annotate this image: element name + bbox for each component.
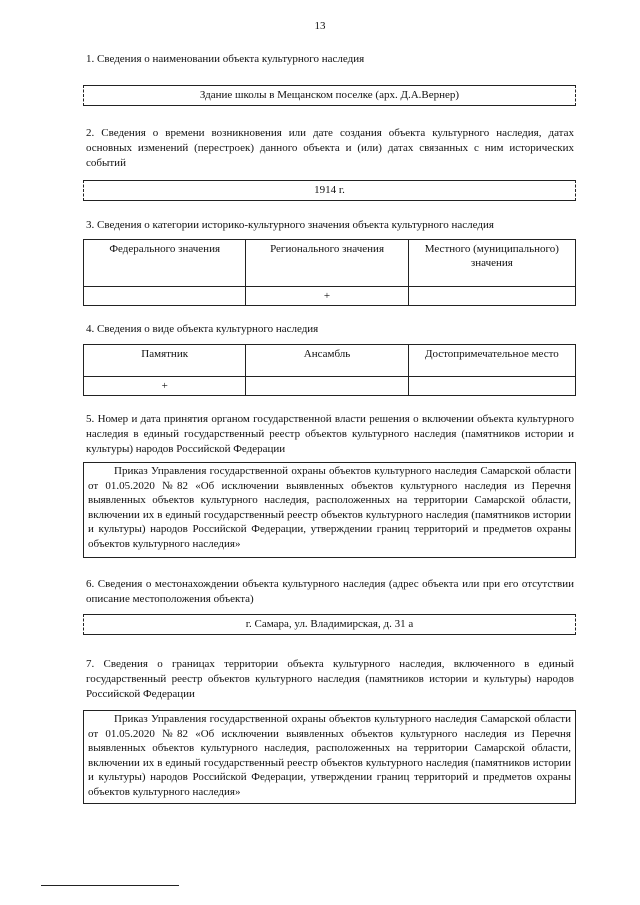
category-federal-mark xyxy=(84,287,246,306)
category-local-mark xyxy=(408,287,575,306)
type-ensemble-mark xyxy=(246,377,408,396)
page-number: 13 xyxy=(314,20,326,32)
section-1-heading: 1. Сведения о наименовании объекта культурного наследия xyxy=(86,53,365,65)
object-name-field: Здание школы в Мещанском поселке (арх. Д.А.Вернер) xyxy=(83,85,576,106)
category-federal: Федерального значения xyxy=(84,240,246,287)
type-landmark-mark xyxy=(408,377,575,396)
footnote-separator xyxy=(41,885,179,886)
type-table xyxy=(83,344,576,396)
territory-boundaries-field: Приказ Управления государственной охраны объектов культурного наследия Самарской области от 01.05.2020 №82 «Об исключении выявленных объектов культурного наследия из Перечня выявленных объектов культурного наследия, расположенных на территории Самарской области, включении их в единый государственный реестр объектов культурного наследия (памятников истории и культуры) народов Российской Федерации, утверждении границ территорий и предметов охраны объектов культурного наследия» xyxy=(83,710,576,804)
type-landmark: Достопримечательное место xyxy=(408,345,575,377)
section-5-heading: 5. Номер и дата принятия органом государственной власти решения о включении объекта культурного наследия в единый государственный реестр объектов культурного наследия (памятников истории и культуры) народов Российской Федерации xyxy=(86,413,574,455)
type-ensemble: Ансамбль xyxy=(246,345,408,377)
section-6-heading: 6. Сведения о местонахождении объекта культурного наследия (адрес объекта или при его отсутствии описание местоположения объекта) xyxy=(86,578,574,605)
creation-date-field: 1914 г. xyxy=(83,180,576,201)
category-local: Местного (муниципального) значения xyxy=(408,240,575,287)
category-regional-mark: + xyxy=(246,287,408,306)
type-monument-mark: + xyxy=(84,377,246,396)
type-monument: Памятник xyxy=(84,345,246,377)
registry-decision-field: Приказ Управления государственной охраны объектов культурного наследия Самарской области от 01.05.2020 №82 «Об исключении выявленных объектов культурного наследия из Перечня выявленных объектов культурного наследия, расположенных на территории Самарской области, включении их в единый государственный реестр объектов культурного наследия (памятников истории и культуры) народов Российской Федерации, утверждении границ территорий и предметов охраны объектов культурного наследия» xyxy=(83,462,576,558)
category-regional: Регионального значения xyxy=(246,240,408,287)
section-7-heading: 7. Сведения о границах территории объекта культурного наследия, включенного в единый государственный реестр объектов культурного наследия (памятников истории и культуры) народов Российской Федерации xyxy=(86,658,574,700)
address-field: г. Самара, ул. Владимирская, д. 31 а xyxy=(83,614,576,635)
section-3-heading: 3. Сведения о категории историко-культурного значения объекта культурного наследия xyxy=(86,219,494,231)
section-2-heading: 2. Сведения о времени возникновения или дате создания объекта культурного наследия, датах основных изменений (перестроек) данного объекта и (или) датах связанных с ним исторических событий xyxy=(86,127,574,169)
category-table xyxy=(83,239,576,306)
section-4-heading: 4. Сведения о виде объекта культурного наследия xyxy=(86,323,319,335)
